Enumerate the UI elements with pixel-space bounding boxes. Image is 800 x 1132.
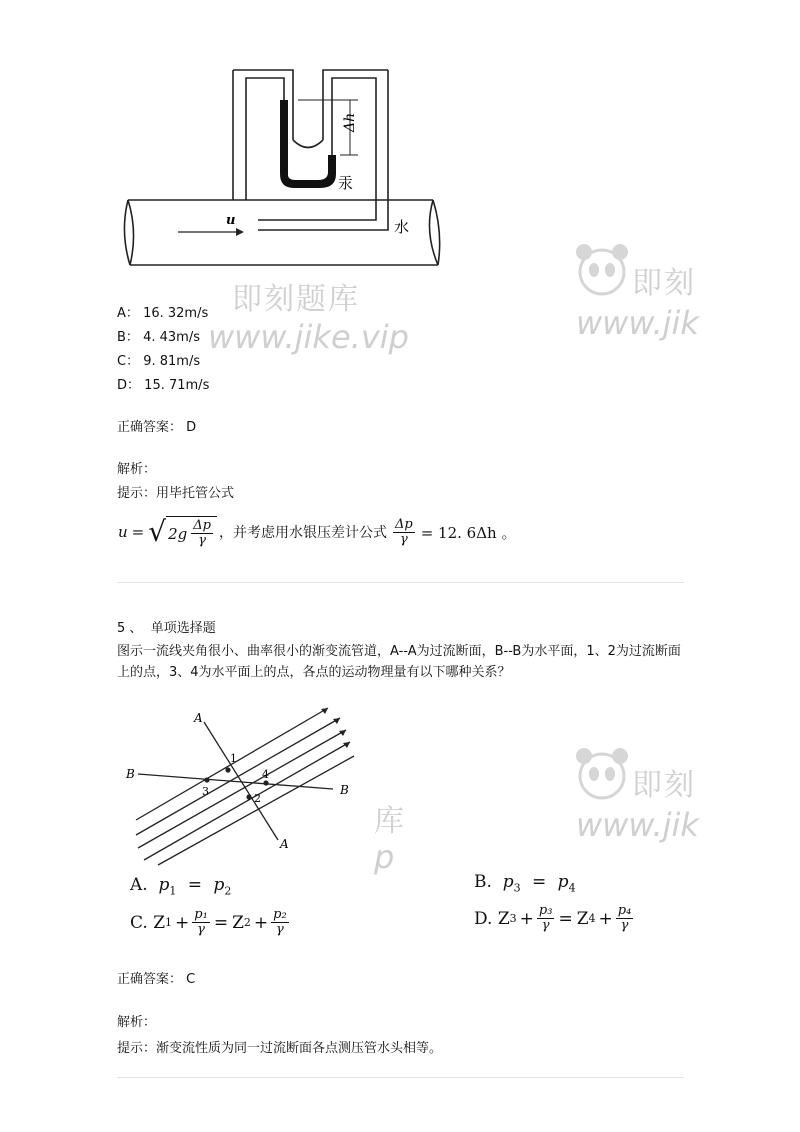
watermark-text: 即刻题库	[232, 282, 360, 317]
option-d: D. Z 3 + $\frac{\text{p₃}}{\gamma}$ = Z 4 + $\frac{\text{p₄}}{\gamma}$	[474, 903, 632, 933]
label-section-a-bottom: A	[280, 837, 289, 851]
watermark-url-char: p	[374, 838, 395, 876]
watermark-url-partial: www.jik	[576, 304, 699, 342]
watermark-text-char: 库	[374, 804, 406, 839]
analysis-hint: 提示：渐变流性质为同一过流断面各点测压管水头相等。	[117, 1041, 443, 1056]
label-section-a-top: A	[194, 711, 203, 725]
label-water: 水	[394, 218, 410, 236]
question-5-header: 5 、 单项选择题	[117, 621, 216, 636]
option-a: A. $p_1 = p_2$	[130, 875, 232, 898]
answer-value: D	[186, 420, 197, 435]
label-delta-h: Δh	[342, 112, 358, 132]
watermark-url-partial: www.jik	[576, 806, 699, 844]
option-c: C. Z 1 + $\frac{\text{p₁}}{\gamma}$ = Z 2 + $\frac{\text{p₂}}{\gamma}$	[130, 907, 287, 937]
option-a: A： 16. 32m/s	[117, 306, 209, 321]
streamline-figure	[118, 700, 368, 870]
label-point-3: 3	[202, 785, 209, 798]
divider	[117, 1077, 684, 1078]
pitot-tube-figure	[118, 60, 458, 275]
pitot-formula: u = √ 2g $\frac{\Delta p}{\gamma}$ ，并考虑用水银压差计公式 $\frac{\Delta p}{\gamma}$ = 12. 6Δh 。	[118, 515, 517, 548]
panda-watermark-icon	[572, 240, 632, 304]
analysis-hint: 提示：用毕托管公式	[117, 486, 235, 501]
label-point-4: 4	[262, 768, 269, 781]
sqrt-symbol: √	[148, 515, 167, 548]
label-mercury: 汞	[338, 174, 354, 192]
correct-answer: 正确答案： C	[117, 972, 196, 987]
correct-answer: 正确答案： D	[117, 420, 197, 435]
label-point-2: 2	[254, 792, 261, 805]
option-b: B： 4. 43m/s	[117, 330, 200, 345]
panda-watermark-icon	[572, 744, 632, 808]
label-plane-b-right: B	[340, 783, 349, 797]
option-d: D： 15. 71m/s	[117, 378, 210, 393]
option-b: B. $p_3 = p_4$	[474, 872, 576, 895]
label-velocity-u: u	[226, 213, 236, 228]
label-plane-b-left: B	[126, 767, 135, 781]
label-point-1: 1	[230, 752, 237, 765]
question-5-stem: 图示一流线夹角很小、曲率很小的渐变流管道，A--A为过流断面，B--B为水平面，1、2为过流断面上的点，3、4为水平面上的点，各点的运动物理量有以下哪种关系？	[117, 644, 681, 680]
analysis-label: 解析：	[117, 1015, 157, 1030]
divider	[117, 582, 684, 583]
watermark-url: www.jike.vip	[208, 318, 409, 356]
answer-value: C	[186, 972, 196, 987]
option-c: C： 9. 81m/s	[117, 354, 201, 369]
watermark-text-partial: 即刻	[632, 266, 696, 301]
analysis-label: 解析：	[117, 462, 157, 477]
watermark-text-partial: 即刻	[632, 768, 696, 803]
